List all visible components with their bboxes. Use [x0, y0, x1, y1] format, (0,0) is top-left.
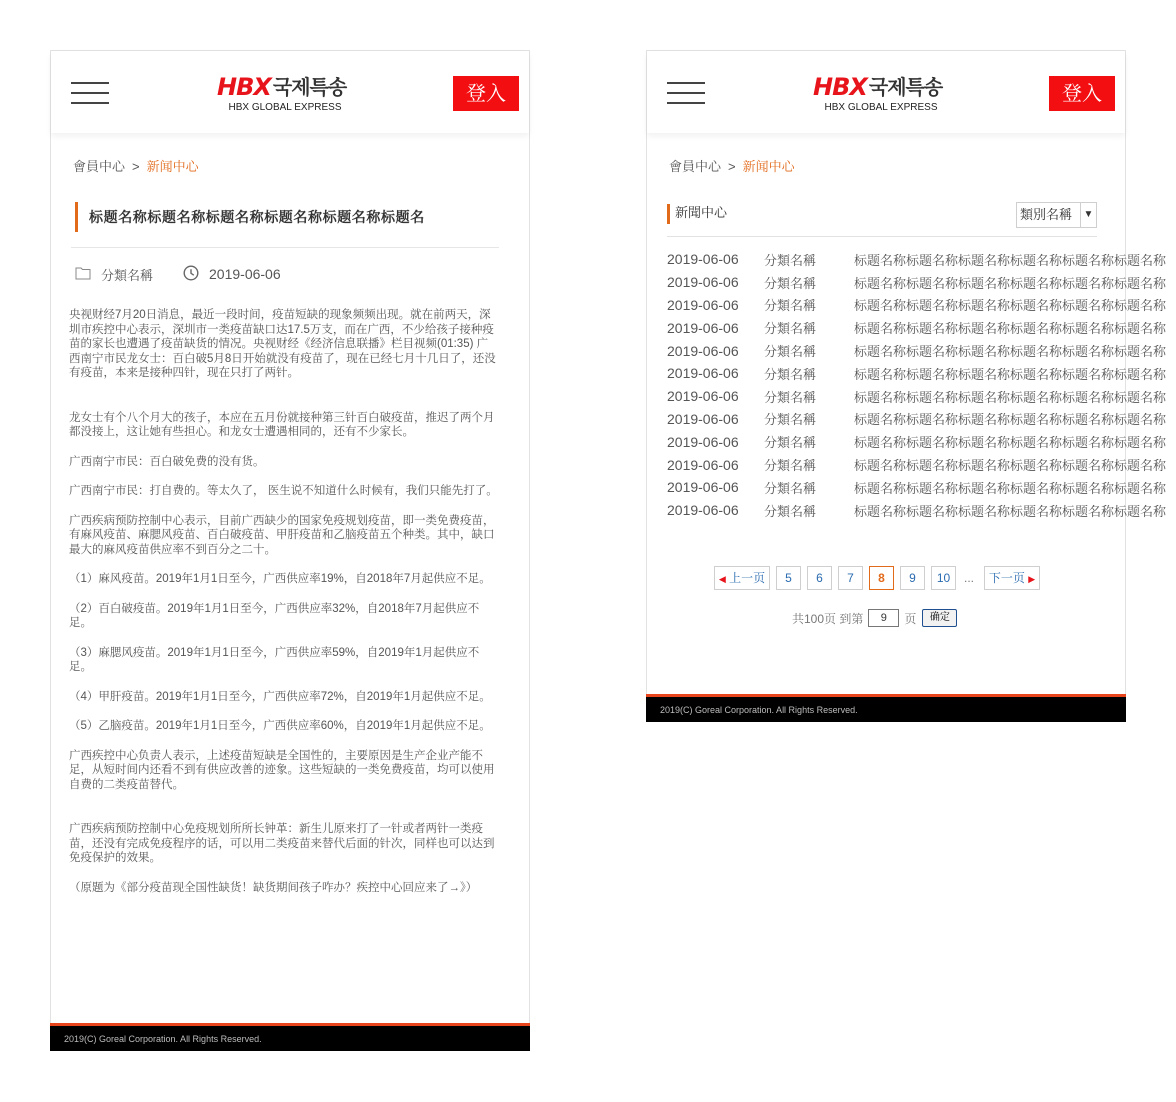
- article-paragraph: 广西南宁市民：百白破免费的没有货。: [69, 455, 265, 468]
- list-item-category: 分類名稱: [764, 275, 817, 291]
- list-item-category: 分類名稱: [764, 252, 817, 268]
- article-paragraph: （4）甲肝疫苗。2019年1月1日至今，广西供应率72%，自2019年1月起供应不足。: [69, 690, 491, 703]
- clock-icon: [183, 265, 199, 284]
- folder-icon: [75, 266, 91, 283]
- divider: [71, 247, 499, 248]
- list-item-date: 2019-06-06: [667, 296, 739, 313]
- article-date: 2019-06-06: [209, 266, 281, 282]
- list-item-title: 标题名称标题名称标题名称标题名称标题名称标题名称: [854, 252, 1167, 268]
- list-header: [667, 201, 1097, 237]
- list-item-category: 分類名稱: [764, 366, 817, 382]
- list-item-category: 分類名稱: [764, 435, 817, 451]
- footer-copyright: 2019(C) Goreal Corporation. All Rights Reserved.: [64, 1034, 262, 1044]
- next-page-button[interactable]: [984, 566, 1040, 590]
- list-item[interactable]: [667, 248, 1167, 271]
- list-item-title: 标题名称标题名称标题名称标题名称标题名称标题名称: [854, 275, 1167, 291]
- breadcrumb-separator: >: [132, 159, 140, 174]
- news-list-panel: [646, 50, 1167, 722]
- list-item-date: 2019-06-06: [667, 502, 739, 519]
- list-item[interactable]: [667, 499, 1167, 522]
- list-item-category: 分類名稱: [764, 298, 817, 314]
- prev-label: 上一页: [729, 571, 766, 585]
- footer: [646, 694, 1126, 722]
- list-item-date: 2019-06-06: [667, 365, 739, 382]
- article-paragraph: （3）麻腮风疫苗。2019年1月1日至今，广西供应率59%，自2019年1月起供应不足。: [69, 646, 480, 673]
- page-unit-label: 页: [904, 611, 917, 626]
- article-meta: [75, 264, 281, 284]
- list-item[interactable]: [667, 362, 1167, 385]
- list-item[interactable]: [667, 339, 1167, 362]
- article-paragraph: 龙女士有个八个月大的孩子，本应在五月份就接种第三针百白破疫苗，推迟了两个月都没接上，这让她有些担心。和龙女士遭遇相同的，还有不少家长。: [69, 411, 495, 438]
- logo-korean: 국제특송: [868, 75, 943, 99]
- logo-subtitle: HBX GLOBAL EXPRESS: [824, 102, 938, 113]
- article-paragraph: （1）麻风疫苗。2019年1月1日至今，广西供应率19%，自2018年7月起供应不足。: [69, 573, 491, 585]
- article-title: 标题名称标题名称标题名称标题名称标题名称标题名: [75, 202, 499, 232]
- list-item-title: 标题名称标题名称标题名称标题名称标题名称标题名称: [854, 298, 1167, 314]
- header: [51, 51, 529, 133]
- footer-copyright: 2019(C) Goreal Corporation. All Rights Reserved.: [660, 705, 858, 715]
- news-list: [667, 248, 1167, 522]
- page-jump-input[interactable]: [868, 609, 899, 627]
- list-item-date: 2019-06-06: [667, 456, 739, 473]
- logo-text: HBX: [813, 73, 867, 101]
- list-item-title: 标题名称标题名称标题名称标题名称标题名称标题名称: [854, 412, 1167, 428]
- pagination: [714, 566, 1046, 590]
- total-pages-label: 共100页 到第: [792, 611, 864, 626]
- list-item-title: 标题名称标题名称标题名称标题名称标题名称标题名称: [854, 366, 1167, 382]
- list-item[interactable]: [667, 408, 1167, 431]
- list-item-date: 2019-06-06: [667, 479, 739, 496]
- logo[interactable]: [813, 75, 963, 115]
- breadcrumb: [73, 156, 199, 175]
- footer: [50, 1023, 530, 1051]
- menu-icon[interactable]: [71, 82, 109, 104]
- list-item[interactable]: [667, 271, 1167, 294]
- article-detail-panel: [50, 50, 530, 1051]
- article-body: [69, 308, 499, 910]
- section-label: 新聞中心: [667, 204, 727, 224]
- logo-text: HBX: [217, 73, 271, 101]
- confirm-button[interactable]: 确定: [922, 609, 957, 627]
- list-item-date: 2019-06-06: [667, 433, 739, 450]
- logo-korean: 국제특송: [272, 75, 347, 99]
- article-paragraph: 广西疾控中心负责人表示，上述疫苗短缺是全国性的，主要原因是生产企业产能不足，从短时间内还看不到有供应改善的迹象。这些短缺的一类免费疫苗，均可以使用自费的二类疫苗替代。: [69, 749, 495, 791]
- prev-arrow-icon: ◀: [718, 574, 726, 584]
- article-paragraph: 广西疾病预防控制中心表示，目前广西缺少的国家免疫规划疫苗，即一类免费疫苗，有麻风疫苗、麻腮风疫苗、百白破疫苗、甲肝疫苗和乙脑疫苗五个种类。其中，缺口最大的麻风疫苗供应率不到百分之二十。: [69, 514, 495, 556]
- article-paragraph: （原题为《部分疫苗现全国性缺货！缺货期间孩子咋办？疾控中心回应来了→》）: [69, 881, 478, 894]
- page-button[interactable]: 9: [900, 566, 925, 590]
- list-item[interactable]: [667, 453, 1167, 476]
- list-item-date: 2019-06-06: [667, 342, 739, 359]
- menu-icon[interactable]: [667, 82, 705, 104]
- list-item-title: 标题名称标题名称标题名称标题名称标题名称标题名称: [854, 503, 1167, 519]
- list-item-category: 分類名稱: [764, 503, 817, 519]
- logo-subtitle: HBX GLOBAL EXPRESS: [228, 102, 342, 113]
- breadcrumb-home[interactable]: 會員中心: [669, 159, 722, 174]
- list-item[interactable]: [667, 294, 1167, 317]
- category-select[interactable]: [1016, 202, 1097, 228]
- breadcrumb-current[interactable]: 新闻中心: [742, 159, 795, 174]
- list-item-date: 2019-06-06: [667, 388, 739, 405]
- list-item-title: 标题名称标题名称标题名称标题名称标题名称标题名称: [854, 458, 1167, 474]
- list-item-category: 分類名稱: [764, 458, 817, 474]
- list-item[interactable]: [667, 316, 1167, 339]
- list-item[interactable]: [667, 476, 1167, 499]
- article-paragraph: 央视财经7月20日消息，最近一段时间，疫苗短缺的现象频频出现。就在前两天，深圳市疾控中心表示，深圳市一类疫苗缺口达17.5万支，而在广西，不少给孩子接种疫苗的家长也遭遇了疫苗缺货的情况。央视财经《经济信息联播》栏目视频(01:35) 广西南宁市民龙女士：百白破5月8日开始就没有疫苗了，现在已经七月十几日了，还没有疫苗，本来是接种四针，现在只打了两针。: [69, 309, 496, 379]
- page-button[interactable]: 7: [838, 566, 863, 590]
- page-button-current[interactable]: 8: [869, 566, 894, 590]
- list-item-category: 分類名稱: [764, 389, 817, 405]
- list-item-title: 标题名称标题名称标题名称标题名称标题名称标题名称: [854, 389, 1167, 405]
- logo[interactable]: [217, 75, 367, 115]
- header: [647, 51, 1125, 133]
- list-item-category: 分類名稱: [764, 344, 817, 360]
- article-paragraph: 广西疾病预防控制中心免疫规划所所长钟革：新生儿原来打了一针或者两针一类疫苗，还没有完成免疫程序的话，可以用二类疫苗来替代后面的针次，同样也可以达到免疫保护的效果。: [69, 823, 495, 864]
- login-button[interactable]: 登入: [453, 76, 519, 111]
- list-item-title: 标题名称标题名称标题名称标题名称标题名称标题名称: [854, 321, 1167, 337]
- list-item-date: 2019-06-06: [667, 319, 739, 336]
- page-button[interactable]: 6: [807, 566, 832, 590]
- breadcrumb-current[interactable]: 新闻中心: [146, 159, 199, 174]
- list-item-date: 2019-06-06: [667, 410, 739, 427]
- category-select-value: 類別名稱: [1020, 207, 1073, 222]
- list-item-category: 分類名稱: [764, 321, 817, 337]
- list-item-category: 分類名稱: [764, 412, 817, 428]
- article-paragraph: 广西南宁市民：打自费的。等太久了， 医生说不知道什么时候有，我们只能先打了。: [69, 485, 498, 497]
- dropdown-arrow-icon: ▼: [1080, 203, 1096, 227]
- page-button[interactable]: 10: [931, 566, 956, 590]
- list-item-title: 标题名称标题名称标题名称标题名称标题名称标题名称: [854, 344, 1167, 360]
- pagination-ellipsis: ...: [964, 571, 975, 585]
- list-item-category: 分類名稱: [764, 480, 817, 496]
- breadcrumb-home[interactable]: 會員中心: [73, 159, 126, 174]
- page-button[interactable]: 5: [776, 566, 801, 590]
- breadcrumb: [669, 156, 795, 175]
- list-item-title: 标题名称标题名称标题名称标题名称标题名称标题名称: [854, 480, 1167, 496]
- prev-page-button[interactable]: [714, 566, 770, 590]
- list-item-date: 2019-06-06: [667, 274, 739, 291]
- next-arrow-icon: ▶: [1028, 574, 1036, 584]
- list-item[interactable]: [667, 430, 1167, 453]
- login-button[interactable]: 登入: [1049, 76, 1115, 111]
- breadcrumb-separator: >: [728, 159, 736, 174]
- article-paragraph: （5）乙脑疫苗。2019年1月1日至今，广西供应率60%，自2019年1月起供应不足。: [69, 720, 491, 732]
- next-label: 下一页: [988, 571, 1025, 585]
- article-paragraph: （2）百白破疫苗。2019年1月1日至今，广西供应率32%，自2018年7月起供应不足。: [69, 602, 480, 629]
- list-item-date: 2019-06-06: [667, 251, 739, 268]
- article-category: 分類名稱: [101, 267, 154, 283]
- page-jump: [792, 608, 957, 628]
- list-item-title: 标题名称标题名称标题名称标题名称标题名称标题名称: [854, 435, 1167, 451]
- list-item[interactable]: [667, 385, 1167, 408]
